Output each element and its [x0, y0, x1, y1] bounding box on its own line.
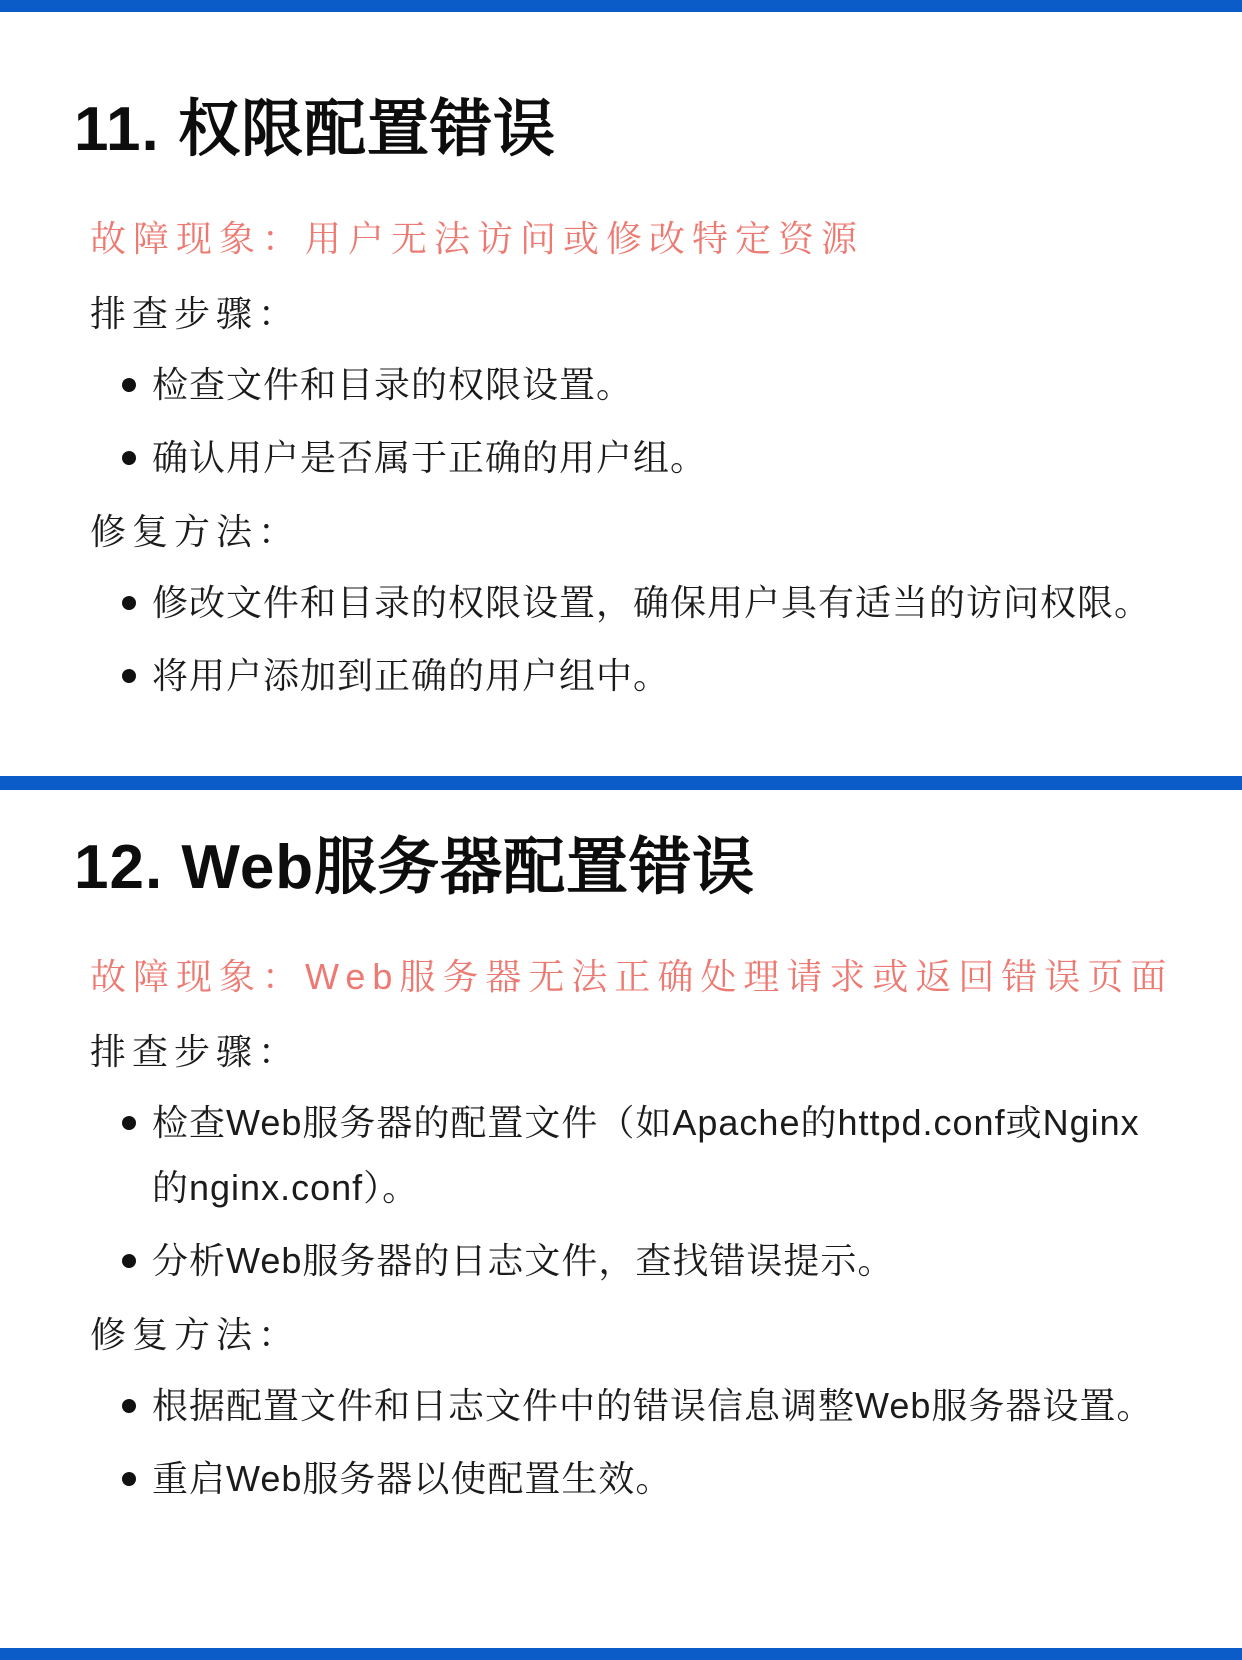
fix-item: 根据配置文件和日志文件中的错误信息调整Web服务器设置。 — [152, 1373, 1172, 1438]
step-item: 检查Web服务器的配置文件（如Apache的httpd.conf或Nginx的nginx.conf）。 — [152, 1090, 1172, 1220]
step-item: 分析Web服务器的日志文件，查找错误提示。 — [152, 1228, 1172, 1293]
fix-item: 修改文件和目录的权限设置，确保用户具有适当的访问权限。 — [152, 570, 1172, 635]
symptom-line: 故障现象：用户无法访问或修改特定资源 — [90, 218, 865, 259]
steps-label: 排查步骤： — [90, 293, 301, 334]
section-permission-errors — [0, 92, 1242, 718]
fix-item: 重启Web服务器以使配置生效。 — [152, 1446, 1172, 1511]
top-accent-bar — [0, 0, 1242, 12]
fixes-list — [0, 570, 1242, 708]
bottom-accent-bar — [0, 1648, 1242, 1660]
section-divider — [0, 776, 1242, 790]
steps-list — [0, 1090, 1242, 1293]
fixes-list — [0, 1373, 1242, 1511]
fix-item: 将用户添加到正确的用户组中。 — [152, 643, 1172, 708]
fix-label: 修复方法： — [90, 511, 301, 552]
steps-label: 排查步骤： — [90, 1031, 301, 1072]
section-heading: 11. 权限配置错误 — [74, 95, 556, 164]
section-heading: 12. Web服务器配置错误 — [74, 833, 756, 902]
step-item: 检查文件和目录的权限设置。 — [152, 352, 1172, 417]
steps-list — [0, 352, 1242, 490]
section-webserver-errors — [0, 830, 1242, 1521]
step-item: 确认用户是否属于正确的用户组。 — [152, 425, 1172, 490]
symptom-line: 故障现象：Web服务器无法正确处理请求或返回错误页面 — [90, 956, 1174, 997]
fix-label: 修复方法： — [90, 1314, 301, 1355]
